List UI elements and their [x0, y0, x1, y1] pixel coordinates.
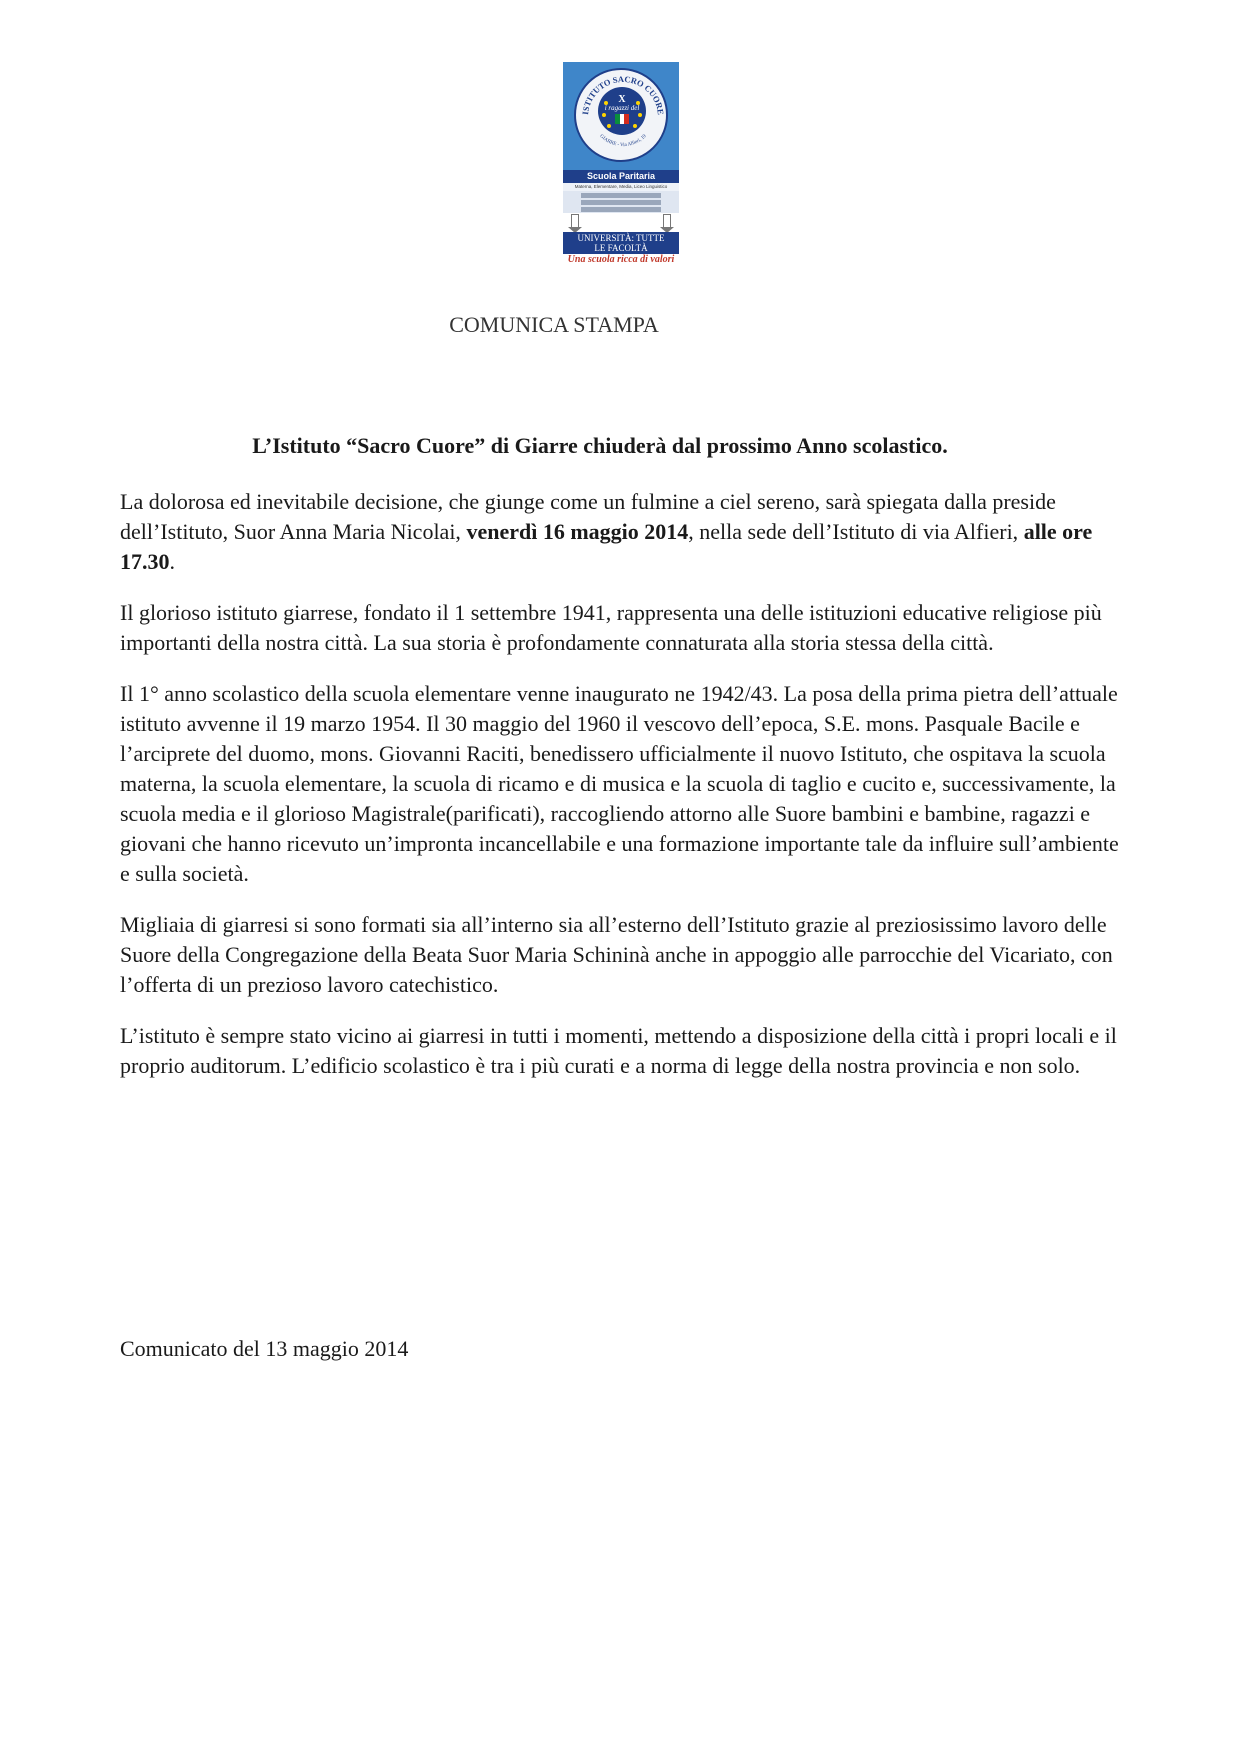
- event-time: alle ore 17.30: [120, 519, 1093, 574]
- star-icon: [607, 124, 611, 128]
- logo-center-text: i ragazzi del: [604, 104, 640, 112]
- document-headline: L’Istituto “Sacro Cuore” di Giarre chiuderà dal prossimo Anno scolastico.: [252, 433, 948, 458]
- logo-university-line2: LE FACOLTÀ: [594, 243, 648, 253]
- paragraph-1-text-a: La dolorosa ed inevitabile decisione, che giunge come un fulmine a ciel sereno, sarà spiegata dalla preside dell’Istituto, Suor Anna Maria Nicolai,: [120, 489, 1056, 544]
- logo-contacts: [563, 191, 679, 213]
- logo-university-banner: [563, 232, 679, 254]
- event-date: venerdì 16 maggio 2014: [466, 519, 689, 544]
- logo-school-bar: Scuola Paritaria: [563, 170, 679, 183]
- document-title: COMUNICA STAMPA: [449, 312, 659, 337]
- paragraph-3: Il 1° anno scolastico della scuola elementare venne inaugurato ne 1942/43. La posa della prima pietra dell’attuale istituto avvenne il 19 marzo 1954. Il 30 maggio del 1960 il vescovo dell’epoca, S.E. mons. Pasquale Bacile e l’arciprete del duomo, mons. Giovanni Raciti, benedissero ufficialmente il nuovo Istituto, che ospitava la scuola materna, la scuola elementare, la scuola di ricamo e di musica e la scuola di taglio e cucito e, successivamente, la scuola media e il glorioso Magistrale(parificati), raccogliendo attorno alle Suore bambini e bambine, ragazzi e giovani che hanno ricevuto un’impronta incancellabile e una formazione importante tale da influire sull’ambiente e sulla società.: [120, 681, 1119, 886]
- down-arrow-icon: [663, 214, 671, 228]
- logo-inner-circle: [598, 87, 646, 135]
- logo-ring-bottom-text: GIARRE - Via Alfieri, 19: [598, 133, 648, 149]
- logo-ring-text: ISTITUTO SACRO CUORE: [580, 73, 666, 116]
- svg-text:GIARRE - Via Alfieri, 19: [598, 134, 648, 148]
- star-icon: [602, 113, 606, 117]
- paragraph-1-text-c: , nella sede dell’Istituto di via Alfieri,: [688, 519, 1024, 544]
- school-logo: [563, 62, 679, 265]
- paragraph-1-text-e: .: [169, 549, 175, 574]
- paragraph-5: L’istituto è sempre stato vicino ai giarresi in tutti i momenti, mettendo a disposizione della città i propri locali e il proprio auditorum. L’edificio scolastico è tra i più curati e a norma di legge della nostra provincia e non solo.: [120, 1023, 1117, 1078]
- paragraph-2: Il glorioso istituto giarrese, fondato il 1 settembre 1941, rappresenta una delle istituzioni educative religiose più importanti della nostra città. La sua storia è profondamente connaturata alla storia stessa della città.: [120, 600, 1102, 655]
- down-arrow-icon: [571, 214, 579, 228]
- italian-flag-icon: [615, 114, 629, 124]
- paragraph-1: [120, 487, 1120, 577]
- logo-school-levels: Materna, Elementare, Media, Liceo Linguistico: [563, 183, 679, 191]
- logo-motto: Una scuola ricca di valori: [567, 254, 675, 265]
- logo-emblem: [574, 68, 668, 162]
- logo-background: [563, 62, 679, 170]
- paragraph-4: Migliaia di giarresi si sono formati sia all’interno sia all’esterno dell’Istituto grazie al preziosissimo lavoro delle Suore della Congregazione della Beata Suor Maria Schininà anche in appoggio alle parrocchie del Vicariato, con l’offerta di un prezioso lavoro catechistico.: [120, 912, 1113, 997]
- logo-arrows: [563, 214, 679, 230]
- document-body: [120, 487, 1120, 1102]
- star-icon: [633, 124, 637, 128]
- document-footer-date: Comunicato del 13 maggio 2014: [120, 1336, 409, 1361]
- logo-x: X: [618, 94, 626, 105]
- star-icon: [638, 113, 642, 117]
- logo-university-line1: UNIVERSITÀ: TUTTE: [577, 233, 665, 243]
